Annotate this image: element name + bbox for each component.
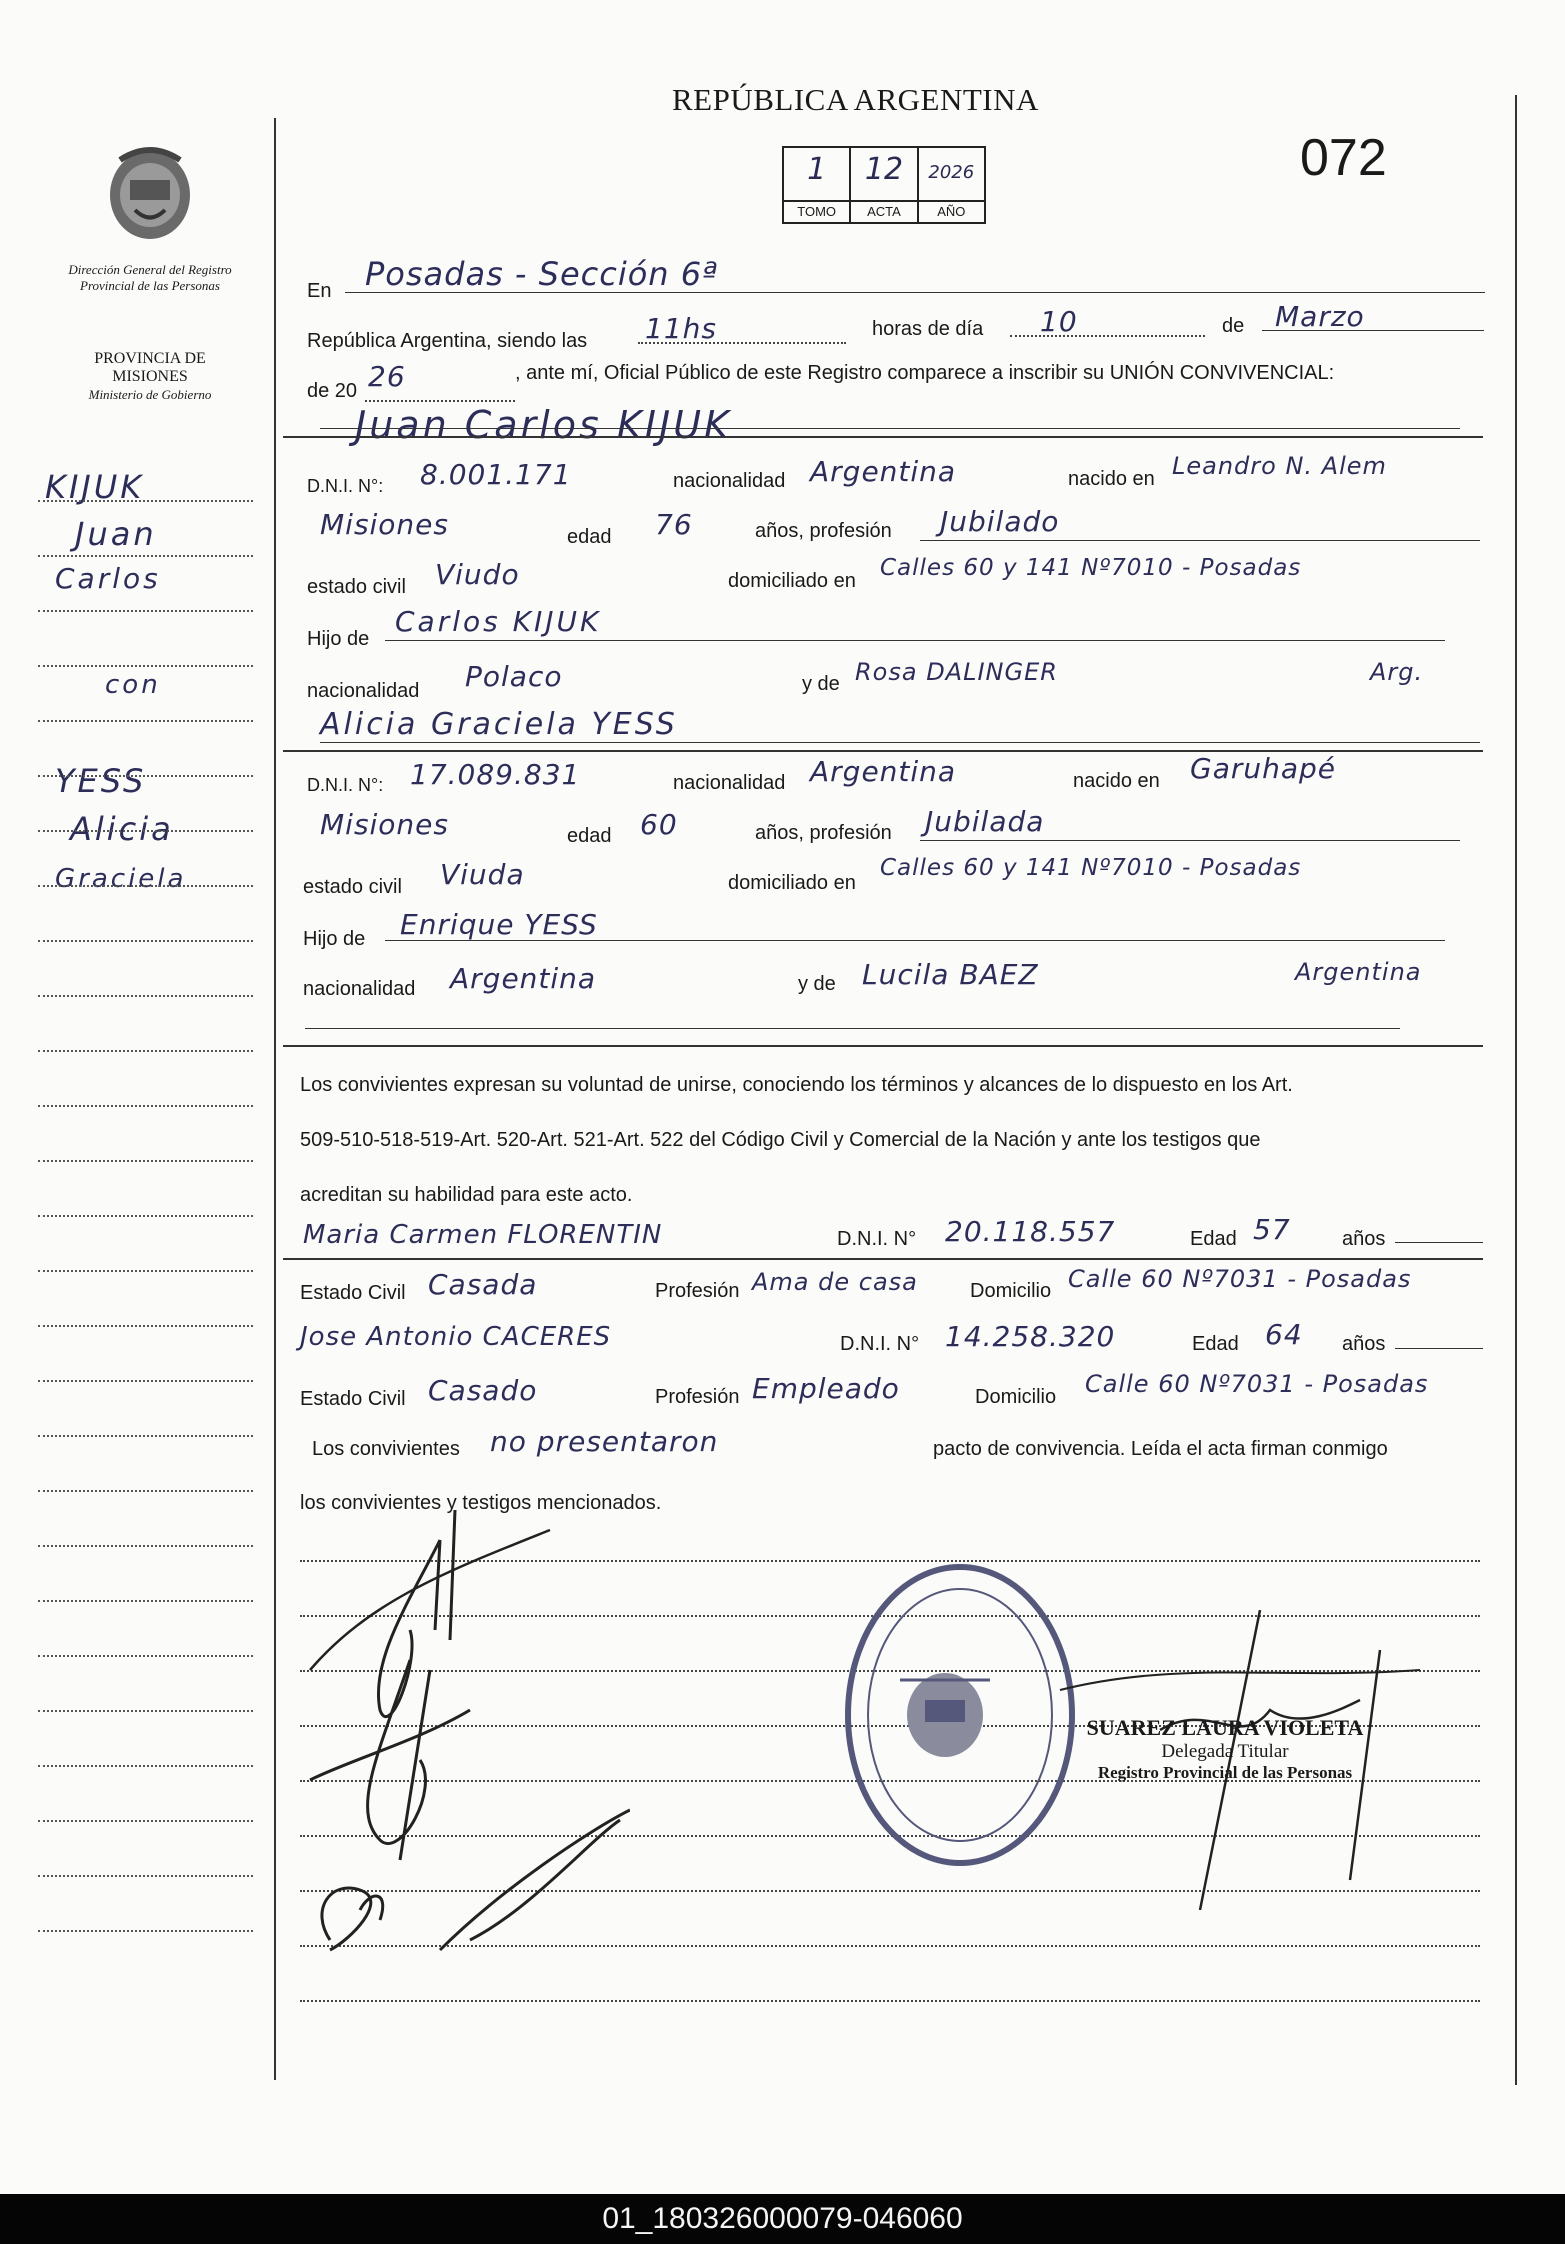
anio-label: AÑO bbox=[919, 200, 984, 222]
hour-value: 11hs bbox=[645, 312, 717, 345]
w2-civil-value: Casado bbox=[428, 1374, 538, 1407]
margin-dotted-line bbox=[38, 1875, 253, 1877]
p2-nationality-value: Argentina bbox=[810, 755, 957, 788]
p2-age-value: 60 bbox=[640, 808, 678, 841]
section-divider-3 bbox=[283, 1045, 1483, 1047]
p1-profession-value: Jubilado bbox=[940, 505, 1060, 538]
margin-dotted-line bbox=[38, 500, 253, 502]
party1-fullname: Juan Carlos KIJUK bbox=[355, 403, 732, 447]
margin-dotted-line bbox=[38, 1380, 253, 1382]
margin-dotted-line bbox=[38, 1930, 253, 1932]
intro-line-2: 509-510-518-519-Art. 520-Art. 521-Art. 522 del Código Civil y Comercial de la Nación y ante los testigos que bbox=[300, 1129, 1261, 1151]
tomo-value: 1 bbox=[807, 152, 827, 187]
margin-party1-given2: Carlos bbox=[55, 562, 161, 595]
p2-born-label: nacido en bbox=[1073, 770, 1160, 792]
province-name: PROVINCIA DE MISIONES bbox=[94, 350, 206, 385]
margin-dotted-line bbox=[38, 775, 253, 777]
p2-father-nat-value: Argentina bbox=[450, 962, 597, 995]
year-line bbox=[365, 400, 515, 402]
p2-profession-line bbox=[920, 840, 1460, 841]
margin-rule-right bbox=[1515, 95, 1517, 2085]
hour-line bbox=[638, 342, 846, 344]
convivientes-signatures-icon bbox=[290, 1510, 630, 1970]
p2-mother-label: y de bbox=[798, 973, 836, 995]
w1-prof-label: Profesión bbox=[655, 1280, 740, 1302]
p2-civil-value: Viuda bbox=[440, 858, 525, 891]
w2-years-label: años bbox=[1342, 1333, 1386, 1355]
p1-profession-line bbox=[920, 540, 1480, 541]
w2-age-label: Edad bbox=[1192, 1333, 1239, 1355]
country-title: REPÚBLICA ARGENTINA bbox=[672, 82, 1039, 117]
p2-dni-value: 17.089.831 bbox=[410, 758, 581, 791]
margin-dotted-line bbox=[38, 830, 253, 832]
w1-dom-label: Domicilio bbox=[970, 1280, 1052, 1302]
p1-born-label: nacido en bbox=[1068, 468, 1155, 490]
statement-text: , ante mí, Oficial Público de este Registro comparece a inscribir su UNIÓN CONVIVENCIAL: bbox=[515, 362, 1335, 384]
w1-dni-label: D.N.I. N° bbox=[837, 1228, 917, 1250]
p1-mother-label: y de bbox=[802, 673, 840, 695]
margin-dotted-line bbox=[38, 1435, 253, 1437]
margin-dotted-line bbox=[38, 995, 253, 997]
margin-dotted-line bbox=[38, 940, 253, 942]
p2-mother-nat: Argentina bbox=[1295, 958, 1422, 986]
w2-dni-label: D.N.I. N° bbox=[840, 1333, 920, 1355]
p2-father-value: Enrique YESS bbox=[400, 908, 598, 941]
w2-dom-value: Calle 60 Nº7031 - Posadas bbox=[1085, 1370, 1429, 1398]
margin-dotted-line bbox=[38, 1820, 253, 1822]
p1-mother-nat: Arg. bbox=[1370, 658, 1424, 686]
margin-dotted-line bbox=[38, 555, 253, 557]
margin-dotted-line bbox=[38, 1600, 253, 1602]
agency-name: Dirección General del Registro Provincial de las Personas bbox=[68, 262, 232, 293]
margin-connector: con bbox=[105, 670, 161, 700]
year-prefix: de 20 bbox=[307, 380, 358, 402]
p1-age-value: 76 bbox=[655, 508, 693, 541]
tomo-cell bbox=[784, 148, 851, 222]
hours-label: horas de día bbox=[872, 318, 984, 340]
pact-label: Los convivientes bbox=[312, 1438, 460, 1460]
section-divider-1 bbox=[283, 436, 1483, 438]
margin-dotted-line bbox=[38, 1215, 253, 1217]
margin-dotted-line bbox=[38, 665, 253, 667]
margin-dotted-line bbox=[38, 720, 253, 722]
margin-dotted-line bbox=[38, 1105, 253, 1107]
intro-line-3: acreditan su habilidad para este acto. bbox=[300, 1184, 633, 1206]
w2-age-value: 64 bbox=[1265, 1318, 1303, 1351]
margin-dotted-line bbox=[38, 1545, 253, 1547]
acta-cell bbox=[851, 148, 918, 222]
anio-value: 2026 bbox=[928, 162, 975, 183]
month-value: Marzo bbox=[1275, 300, 1365, 333]
p2-domicile-label: domiciliado en bbox=[728, 872, 856, 894]
p2-born-region: Misiones bbox=[320, 808, 449, 841]
province-block bbox=[60, 350, 240, 404]
scan-id-footer: 01_180326000079-046060 bbox=[0, 2194, 1565, 2244]
margin-dotted-line bbox=[38, 885, 253, 887]
w2-civil-label: Estado Civil bbox=[300, 1388, 406, 1410]
margin-rule-left bbox=[274, 118, 276, 2080]
p1-father-nat-label: nacionalidad bbox=[307, 680, 420, 702]
w1-civil-value: Casada bbox=[428, 1268, 538, 1301]
en-label: En bbox=[307, 280, 332, 302]
p1-civil-label: estado civil bbox=[307, 576, 406, 598]
party1-fullname-line bbox=[320, 428, 1460, 429]
margin-dotted-line bbox=[38, 1160, 253, 1162]
w1-dom-value: Calle 60 Nº7031 - Posadas bbox=[1068, 1265, 1412, 1293]
margin-party1-surname: KIJUK bbox=[45, 468, 145, 506]
p1-civil-value: Viudo bbox=[435, 558, 520, 591]
w1-name: Maria Carmen FLORENTIN bbox=[303, 1220, 663, 1250]
w2-prof-label: Profesión bbox=[655, 1386, 740, 1408]
w1-prof-value: Ama de casa bbox=[752, 1268, 918, 1296]
margin-party2-surname: YESS bbox=[55, 762, 147, 800]
w1-years-label: años bbox=[1342, 1228, 1386, 1250]
p1-nationality-value: Argentina bbox=[810, 455, 957, 488]
margin-party2-given2: Graciela bbox=[55, 864, 187, 894]
p1-domicile-value: Calles 60 y 141 Nº7010 - Posadas bbox=[880, 555, 1302, 581]
p1-dni-value: 8.001.171 bbox=[420, 458, 572, 491]
de-label: de bbox=[1222, 315, 1245, 337]
p1-born-value: Leandro N. Alem bbox=[1172, 452, 1387, 480]
p1-father-nat-value: Polaco bbox=[465, 660, 563, 693]
anio-cell bbox=[919, 148, 984, 222]
p1-nationality-label: nacionalidad bbox=[673, 470, 786, 492]
section-divider-4 bbox=[283, 1258, 1483, 1260]
margin-dotted-line bbox=[38, 1765, 253, 1767]
w1-dni-value: 20.118.557 bbox=[945, 1215, 1116, 1248]
p2-father-nat-label: nacionalidad bbox=[303, 978, 416, 1000]
official-role: Delegada Titular bbox=[1161, 1741, 1289, 1762]
p2-domicile-value: Calles 60 y 141 Nº7010 - Posadas bbox=[880, 855, 1302, 881]
province-coat-of-arms-icon bbox=[100, 140, 200, 245]
margin-dotted-line bbox=[38, 1270, 253, 1272]
p1-father-line bbox=[385, 640, 1445, 641]
acta-value: 12 bbox=[864, 152, 904, 187]
intro-line-1: Los convivientes expresan su voluntad de unirse, conociendo los términos y alcances de lo dispuesto en los Art. bbox=[300, 1074, 1293, 1096]
official-office: Registro Provincial de las Personas bbox=[1097, 1763, 1353, 1782]
w2-name: Jose Antonio CACERES bbox=[300, 1322, 612, 1352]
witness-intro bbox=[300, 1058, 1480, 1223]
p2-age-label: edad bbox=[567, 825, 612, 847]
w1-tail-line bbox=[1395, 1242, 1483, 1243]
w2-dom-label: Domicilio bbox=[975, 1386, 1057, 1408]
p2-mother-value: Lucila BAEZ bbox=[862, 958, 1039, 991]
party2-fullname-line bbox=[320, 742, 1480, 743]
margin-dotted-line bbox=[38, 1710, 253, 1712]
p1-father-label: Hijo de bbox=[307, 628, 370, 650]
day-value: 10 bbox=[1040, 305, 1078, 338]
pact-value: no presentaron bbox=[490, 1425, 719, 1458]
place-line bbox=[345, 292, 1485, 293]
p2-nationality-label: nacionalidad bbox=[673, 772, 786, 794]
p2-father-label: Hijo de bbox=[303, 928, 366, 950]
p1-born-region: Misiones bbox=[320, 508, 449, 541]
closing-text: los convivientes y testigos mencionados. bbox=[300, 1492, 662, 1514]
official-block bbox=[1060, 1715, 1390, 1783]
margin-party1-given1: Juan bbox=[75, 515, 157, 553]
p2-civil-label: estado civil bbox=[303, 876, 402, 898]
tomo-label: TOMO bbox=[784, 200, 849, 222]
p1-mother-value: Rosa DALINGER bbox=[855, 658, 1058, 686]
republic-label: República Argentina, siendo las bbox=[307, 330, 588, 352]
year-suffix: 26 bbox=[368, 360, 406, 393]
party2-fullname: Alicia Graciela YESS bbox=[320, 707, 678, 742]
tomo-acta-box bbox=[782, 146, 986, 224]
day-line bbox=[1010, 335, 1205, 337]
w1-age-label: Edad bbox=[1190, 1228, 1237, 1250]
p2-profession-label: años, profesión bbox=[755, 822, 892, 844]
p1-profession-label: años, profesión bbox=[755, 520, 892, 542]
w2-prof-value: Empleado bbox=[752, 1372, 900, 1405]
ministry-name: Ministerio de Gobierno bbox=[88, 387, 212, 402]
margin-dotted-line bbox=[38, 1325, 253, 1327]
p2-born-value: Garuhapé bbox=[1190, 752, 1337, 785]
margin-dotted-line bbox=[38, 1490, 253, 1492]
p2-profession-value: Jubilada bbox=[925, 805, 1045, 838]
margin-party2-given1: Alicia bbox=[70, 810, 174, 848]
p2-father-line bbox=[385, 940, 1445, 941]
w1-age-value: 57 bbox=[1253, 1213, 1291, 1246]
w1-civil-label: Estado Civil bbox=[300, 1282, 406, 1304]
p1-domicile-label: domiciliado en bbox=[728, 570, 856, 592]
p1-father-value: Carlos KIJUK bbox=[395, 605, 602, 638]
p1-dni-label: D.N.I. N°: bbox=[307, 476, 384, 496]
pact-suffix: pacto de convivencia. Leída el acta firman conmigo bbox=[933, 1438, 1388, 1460]
signature-dotted-line bbox=[300, 2000, 1480, 2002]
p2-extra-line bbox=[305, 1028, 1400, 1029]
official-name: SUAREZ LAURA VIOLETA bbox=[1086, 1715, 1364, 1740]
p2-dni-label: D.N.I. N°: bbox=[307, 775, 384, 795]
p1-age-label: edad bbox=[567, 526, 612, 548]
acta-label: ACTA bbox=[851, 200, 916, 222]
margin-dotted-line bbox=[38, 610, 253, 612]
margin-dotted-line bbox=[38, 1050, 253, 1052]
act-number: 072 bbox=[1300, 129, 1387, 187]
place-value: Posadas - Sección 6ª bbox=[365, 255, 719, 293]
w2-tail-line bbox=[1395, 1348, 1483, 1349]
month-line bbox=[1262, 330, 1484, 331]
margin-dotted-line bbox=[38, 1655, 253, 1657]
w2-dni-value: 14.258.320 bbox=[945, 1320, 1116, 1353]
